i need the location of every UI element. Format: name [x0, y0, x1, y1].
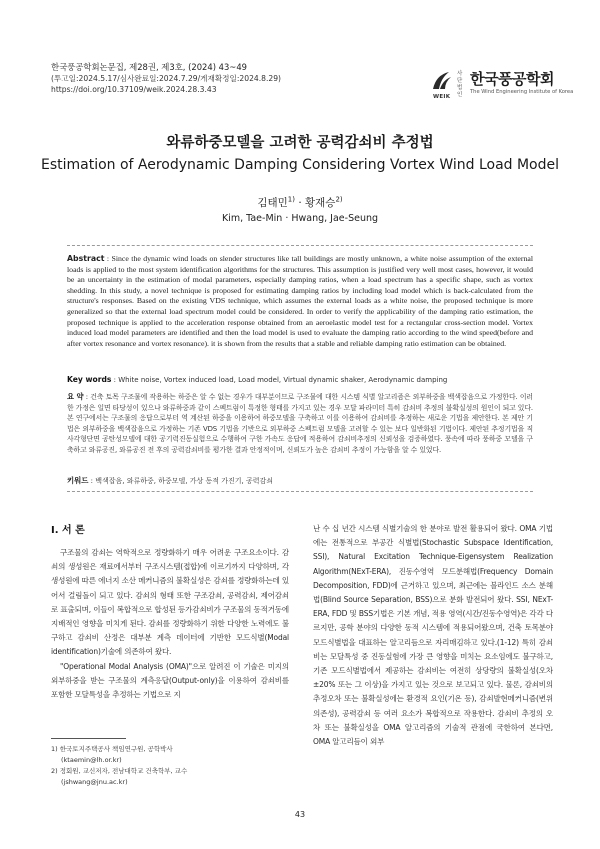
footnote-author-2: 2) 정회원, 교신저자, 전남대학교 건축학부, 교수 [51, 767, 188, 775]
journal-citation: 한국풍공학회논문집, 제28권, 제3호, (2024) 43~49 [51, 62, 247, 72]
logo-abbreviation: WEIK [433, 94, 451, 100]
abstract-top-divider [67, 245, 533, 246]
abstract-bottom-divider [67, 491, 533, 492]
keywords-english [67, 375, 533, 384]
body-column-left [51, 546, 289, 702]
paper-title-korean: 와류하중모델을 고려한 공력감쇠비 추정법 [166, 135, 434, 151]
abstract-english [67, 254, 533, 349]
section-heading-introduction: I. 서 론 [51, 525, 85, 536]
page-number: 43 [294, 810, 306, 819]
abstract-korean-label: 요 약 [67, 392, 84, 401]
keywords-label: Key words [67, 375, 112, 384]
author-separator: · [294, 197, 305, 209]
submission-dates: (투고일:2024.5.17/심사완료일:2024.7.29/게재확정일:2024.8.29) [51, 74, 282, 83]
authors-korean [0, 195, 600, 210]
keywords-korean-label: 키워드 [67, 476, 89, 485]
footnote-author-1-email: (ktaemin@lh.or.kr) [61, 756, 122, 764]
author-2-mark: 2) [335, 195, 343, 204]
doi-link[interactable]: https://doi.org/10.37109/weik.2024.28.3.43 [51, 85, 217, 94]
body-paragraph: 난 수 십 년간 시스템 식별기술의 한 분야로 발전 활용되어 왔다. OMA 기법에는 전통적으로 부공간 식별법(Stochastic Subspace Identification, SSI), Natural Excitation Technique-Eigensystem Realization Algorithm(NExT-ERA), 진동수영역 모드분해법(Frequency Domain Decomposition, FDD)에 근거하고 있으며, 최근에는 블라인드 소스 분해법(Blind Source Separation, BSS)으로 분화 발전되어 왔다. SSI, NExT-ERA, FDD 및 BSS기법은 기본 개념, 적용 영역(시간/진동수영역)은 각각 다르지만, 공학 분야의 다양한 동적 시스템에 적용되어왔으며, 건축 토목분야 모드식별법을 대표하는 알고리듬으로 자리매김하고 있다.(1-12) 특히 감쇠비는 모달특성 중 진동실험에 가장 큰 영향을 미치는 요소임에도 불구하고, 기존 모드식별법에서 제공하는 감쇠비는 여전히 상당량의 불확실성(오차 ±20% 또는 그 이상)을 가지고 있는 것으로 보고되고 있다. 물론, 감쇠비의 추정오차 또는 불확실성에는 환경적 요인(기온 등), 감쇠발현메커니즘(변위의존성), 공력감쇠 등 여러 요소가 복합적으로 작용한다. 감쇠비 추정의 오차 또는 불확실성을 OMA 알고리즘의 기술적 관점에 국한하여 본다면, OMA 알고리듬이 외부 [313, 524, 553, 747]
keywords-text: : White noise, Vortex induced load, Load model, Virtual dynamic shaker, Aerodynamic damping [113, 376, 448, 384]
logo-corporate-tag: 사단법인 [457, 71, 463, 98]
body-column-right [313, 522, 553, 749]
abstract-label: Abstract [67, 254, 105, 263]
keywords-korean [67, 475, 533, 486]
author-1-name: 김태민 [257, 197, 288, 209]
weik-logo-icon [430, 69, 454, 93]
authors-english: Kim, Tae-Min · Hwang, Jae-Seung [221, 213, 379, 224]
logo-society-name: 한국풍공학회 [470, 70, 554, 88]
body-paragraph: "Operational Modal Analysis (OMA)"으로 알려진 이 기술은 미지의 외부하중을 받는 구조물의 계측응답(Output-only)을 이용하여 감쇠비를 포함한 모달특성을 추정하는 기법으로 지 [51, 661, 289, 700]
abstract-text: : Since the dynamic wind loads on slender structures like tall buildings are mostly unknown, a white noise assumption of the external loads is applied to the most system identification algorithms for the structures. This assumption is justified very well most cases, however, it would be an uncertainty in the estimation of modal parameters, especially damping ratios, when a load spectrum has a specific shape, such as vortex shedding. In this study, a novel technique is proposed for estimating damping ratios by including load model which is back-calculated from the structure's responses. Based on the existing VDS technique, which assumes the external loads as a white noise, the proposed technique is more generalized so that the external load spectrum model could be considered. In order to verify the applicability of the damping ratio estimation, the proposed technique is applied to the acceleration response obtained from an aeroelastic model test for a rectangular cross-section model. Vortex induced load model parameters are identified and then the load model is used to evaluate the damping ratio according to the wind speed(before and after vortex resonance and vortex resonance). it is shown from the results that a stable and reliable damping ratio estimation can be obtained. [67, 254, 533, 348]
footnotes [51, 744, 289, 788]
body-paragraph: 구조물의 감쇠는 역학적으로 정량화하기 매우 어려운 구조요소이다. 감쇠의 생성원은 재료에서부터 구조시스템(접합)에 이르기까지 다양하며, 각 생성원에 따른 에너지 소산 메커니즘의 불확실성은 감쇠를 정량화하는데 있어서 걸림돌이 되고 있다. 감쇠의 형태 또한 구조감쇠, 공력감쇠, 제어감쇠로 표출되며, 이들이 복합적으로 합성된 등가감쇠비가 구조물의 동적거동에 지배적인 영향을 미치게 된다. 감쇠를 정량화하기 위한 다양한 노력에도 불구하고 감쇠비 산정은 대부분 계측 데이터에 기반한 모드식별(Modal identification)기술에 의존하여 왔다. [51, 548, 289, 657]
author-2-name: 황재승 [305, 197, 336, 209]
keywords-korean-text: : 백색잡음, 와류하중, 하중모델, 가상 동적 가진기, 공력감쇠 [90, 477, 274, 485]
abstract-korean-text: : 건축 토목 구조물에 작용하는 하중은 알 수 없는 경우가 대부분이므로 구조물에 대한 시스템 식별 알고리즘은 외부하중을 백색잡음으로 가정한다. 이러한 가정은 일면 타당성이 있으나 와류하중과 같이 스펙트럼이 특정한 형태를 가지고 있는 경우 모달 파라미터 특히 감쇠비 추정의 불확실성의 원인이 되고 있다. 본 연구에서는 구조물의 응답으로부터 역 계산된 하중을 이용하여 하중모델을 구축하고 이를 이용하여 감쇠비를 추정하는 새로운 기법을 제안한다. 본 제안 기법은 외부하중을 백색잡음으로 가정하는 기존 VDS 기법을 기반으로 외부하중 스펙트럼 모델을 고려할 수 있는 보다 일반화된 기법이다. 제안된 추정기법을 직사각형단면 공탄성모델에 대한 공기력진동실험으로 수행하여 구한 가속도 응답에 적용하여 감쇠비추정의 신뢰성을 검증하였다. 풍속에 따라 풍하중 모델을 구축하고 와류공진, 와류공진 전 후의 공력감쇠비를 평가한 결과 안정적이며, 신뢰도가 높은 감쇠비 추정이 가능함을 알 수 있었다. [67, 393, 533, 454]
footnote-author-2-email: (jshwang@jnu.ac.kr) [61, 778, 128, 786]
author-1-mark: 1) [287, 195, 295, 204]
society-logo [430, 63, 574, 103]
footnote-divider [51, 738, 126, 739]
logo-english-name: The Wind Engineering Institute of Korea [470, 89, 574, 95]
footnote-author-1: 1) 한국토지주택공사 책임연구원, 공학박사 [51, 745, 173, 753]
abstract-korean [67, 392, 533, 455]
journal-header [51, 62, 391, 95]
paper-title-english: Estimation of Aerodynamic Damping Considering Vortex Wind Load Model [40, 157, 560, 173]
